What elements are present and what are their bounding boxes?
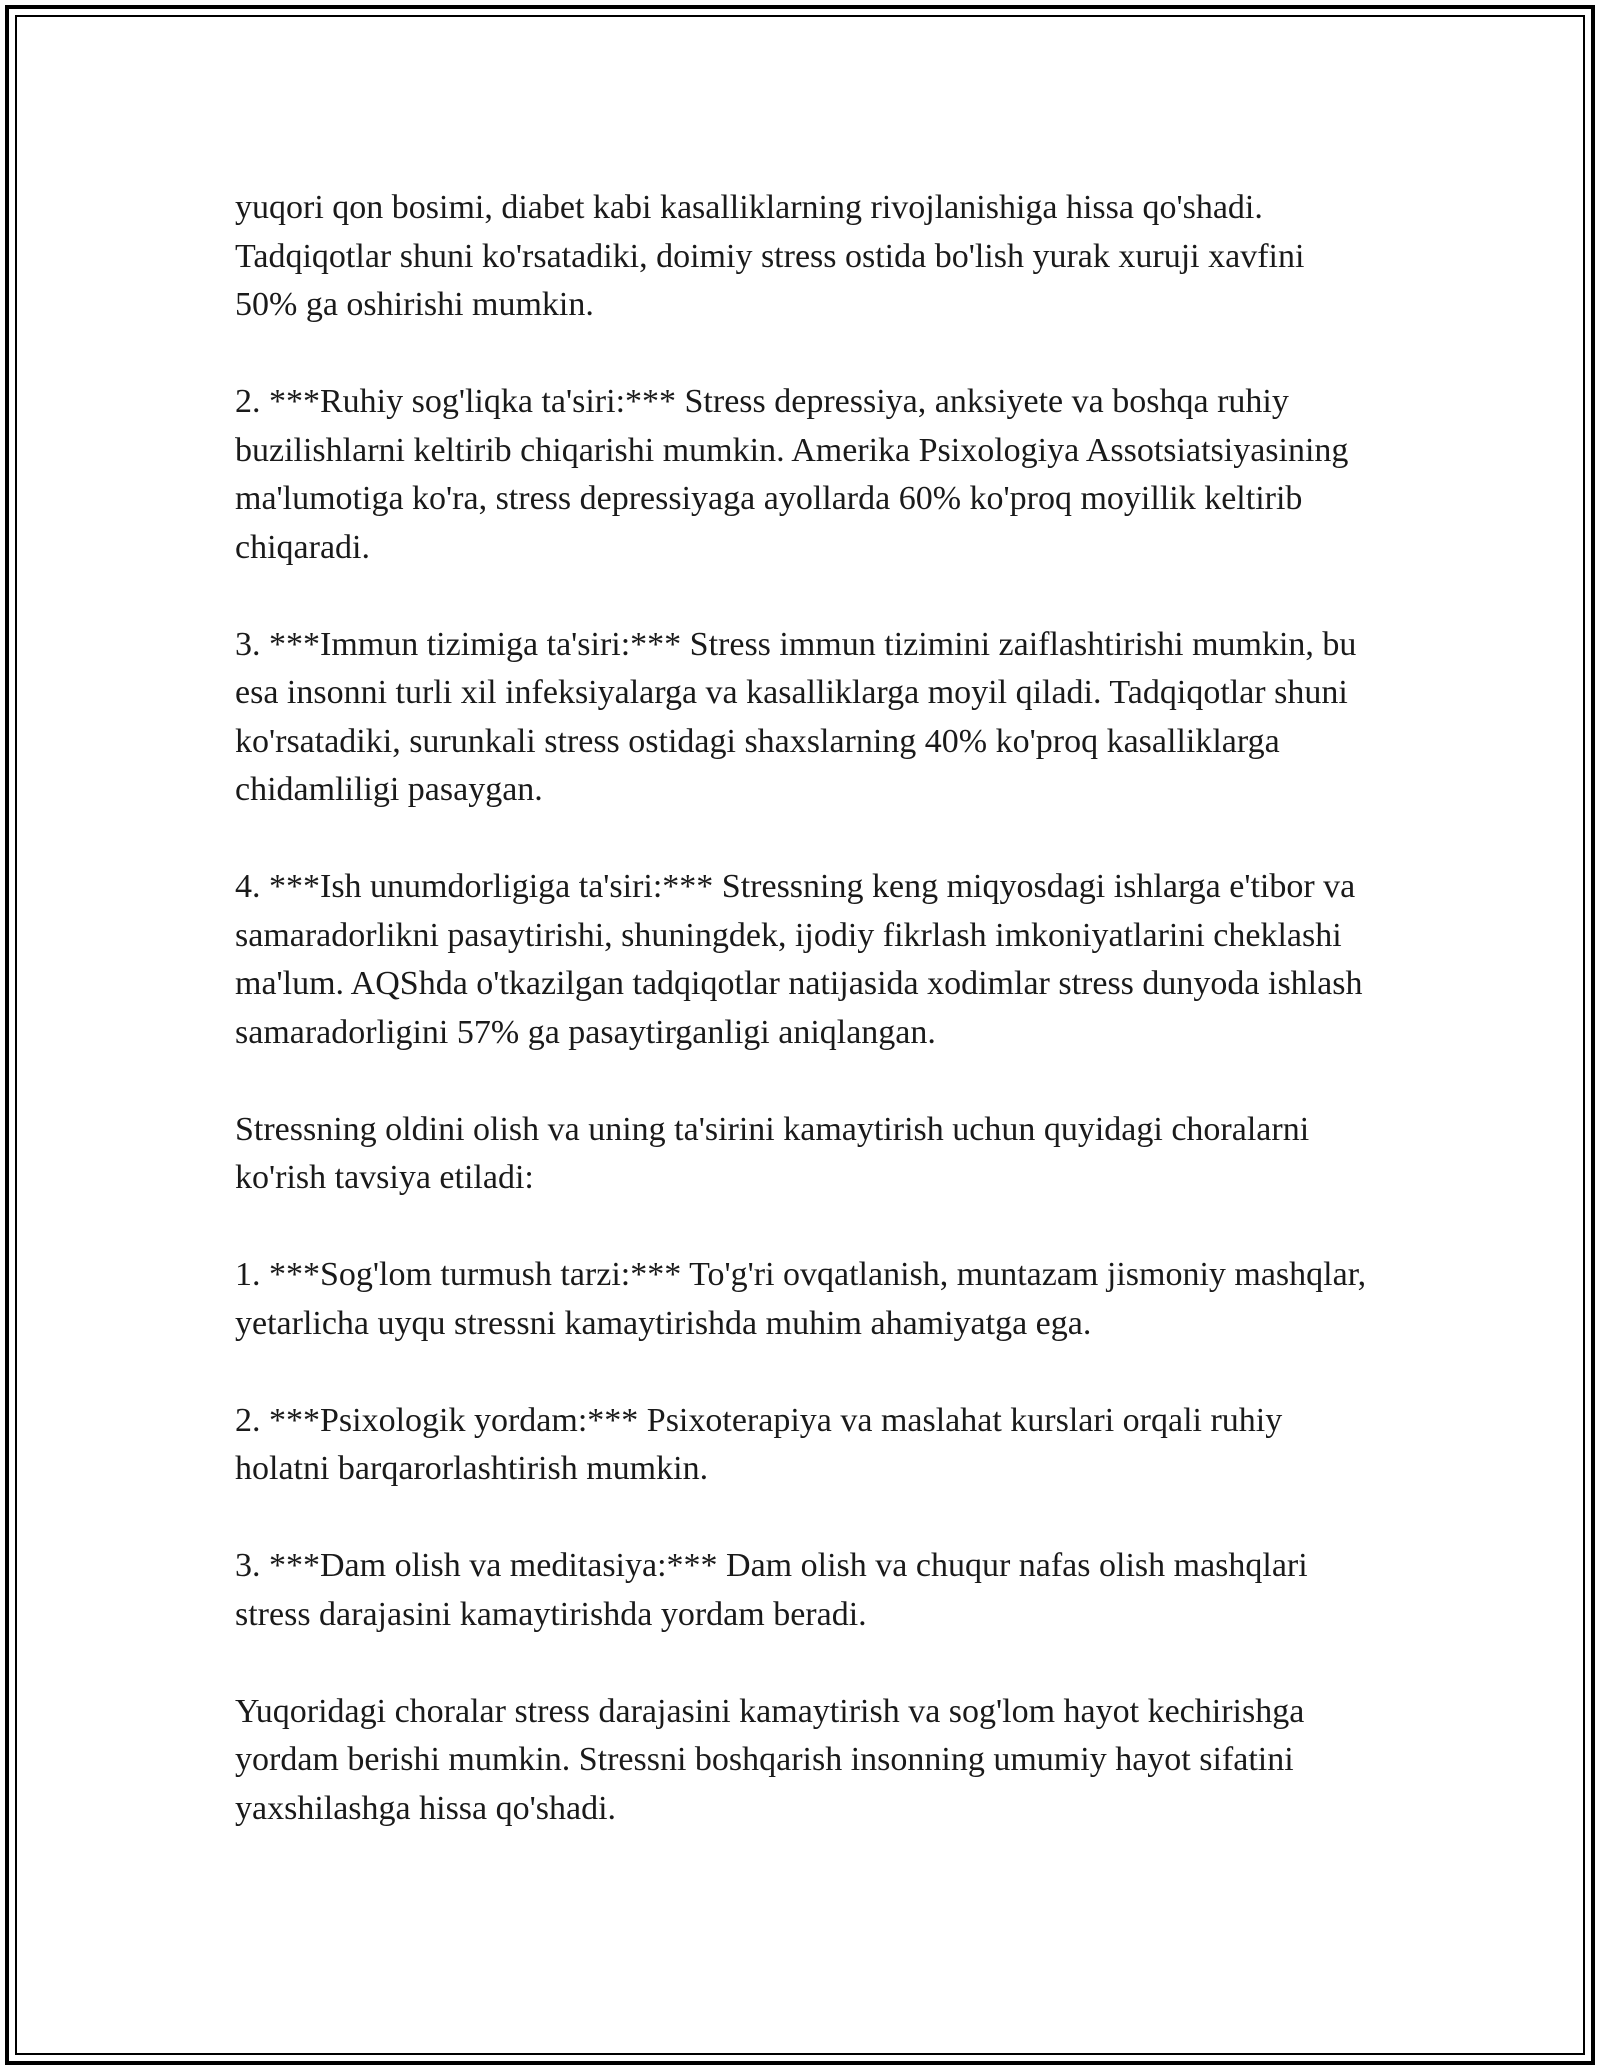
document-body (235, 184, 1375, 1833)
paragraph-rest-meditation: 3. ***Dam olish va meditasiya:*** Dam olish va chuqur nafas olish mashqlari stress darajasini kamaytirishda yordam beradi. (235, 1547, 1308, 1633)
paragraph-immune-system: 3. ***Immun tizimiga ta'siri:*** Stress immun tizimini zaiflashtirishi mumkin, bu esa insonni turli xil infeksiyalarga va kasalliklarga moyil qiladi. Tadqiqotlar shuni ko'rsatadiki, surunkali stress ostidagi shaxslarning 40% ko'proq kasalliklarga chidamliligi pasaygan. (235, 625, 1357, 808)
paragraph-mental-health: 2. ***Ruhiy sog'liqka ta'siri:*** Stress depressiya, anksiyete va boshqa ruhiy buzilishlarni keltirib chiqarishi mumkin. Amerika Psixologiya Assotsiatsiyasining ma'lumotiga ko'ra, stress depressiyaga ayollarda 60% ko'proq moyillik keltirib chiqaradi. (235, 383, 1349, 566)
paragraph-healthy-lifestyle: 1. ***Sog'lom turmush tarzi:*** To'g'ri ovqatlanish, muntazam jismoniy mashqlar, yetarlicha uyqu stressni kamaytirishda muhim ahamiyatga ega. (235, 1256, 1367, 1342)
paragraph-psychological-help: 2. ***Psixologik yordam:*** Psixoterapiya va maslahat kurslari orqali ruhiy holatni barqarorlashtirish mumkin. (235, 1401, 1283, 1487)
paragraph-continuation: yuqori qon bosimi, diabet kabi kasalliklarning rivojlanishiga hissa qo'shadi. Tadqiqotlar shuni ko'rsatadiki, doimiy stress ostida bo'lish yurak xuruji xavfini 50% ga oshirishi mumkin. (235, 189, 1305, 323)
paragraph-prevention-intro: Stressning oldini olish va uning ta'sirini kamaytirish uchun quyidagi choralarni ko'rish tavsiya etiladi: (235, 1110, 1310, 1196)
paragraph-conclusion: Yuqoridagi choralar stress darajasini kamaytirish va sog'lom hayot kechirishga yordam berishi mumkin. Stressni boshqarish insonning umumiy hayot sifatini yaxshilashga hissa qo'shadi. (235, 1692, 1305, 1827)
paragraph-work-productivity: 4. ***Ish unumdorligiga ta'siri:*** Stressning keng miqyosdagi ishlarga e'tibor va samaradorlikni pasaytirishi, shuningdek, ijodiy fikrlash imkoniyatlarini cheklashi ma'lum. AQShda o'tkazilgan tadqiqotlar natijasida xodimlar stress dunyoda ishlash samaradorligini 57% ga pasaytirganligi aniqlangan. (235, 868, 1363, 1051)
